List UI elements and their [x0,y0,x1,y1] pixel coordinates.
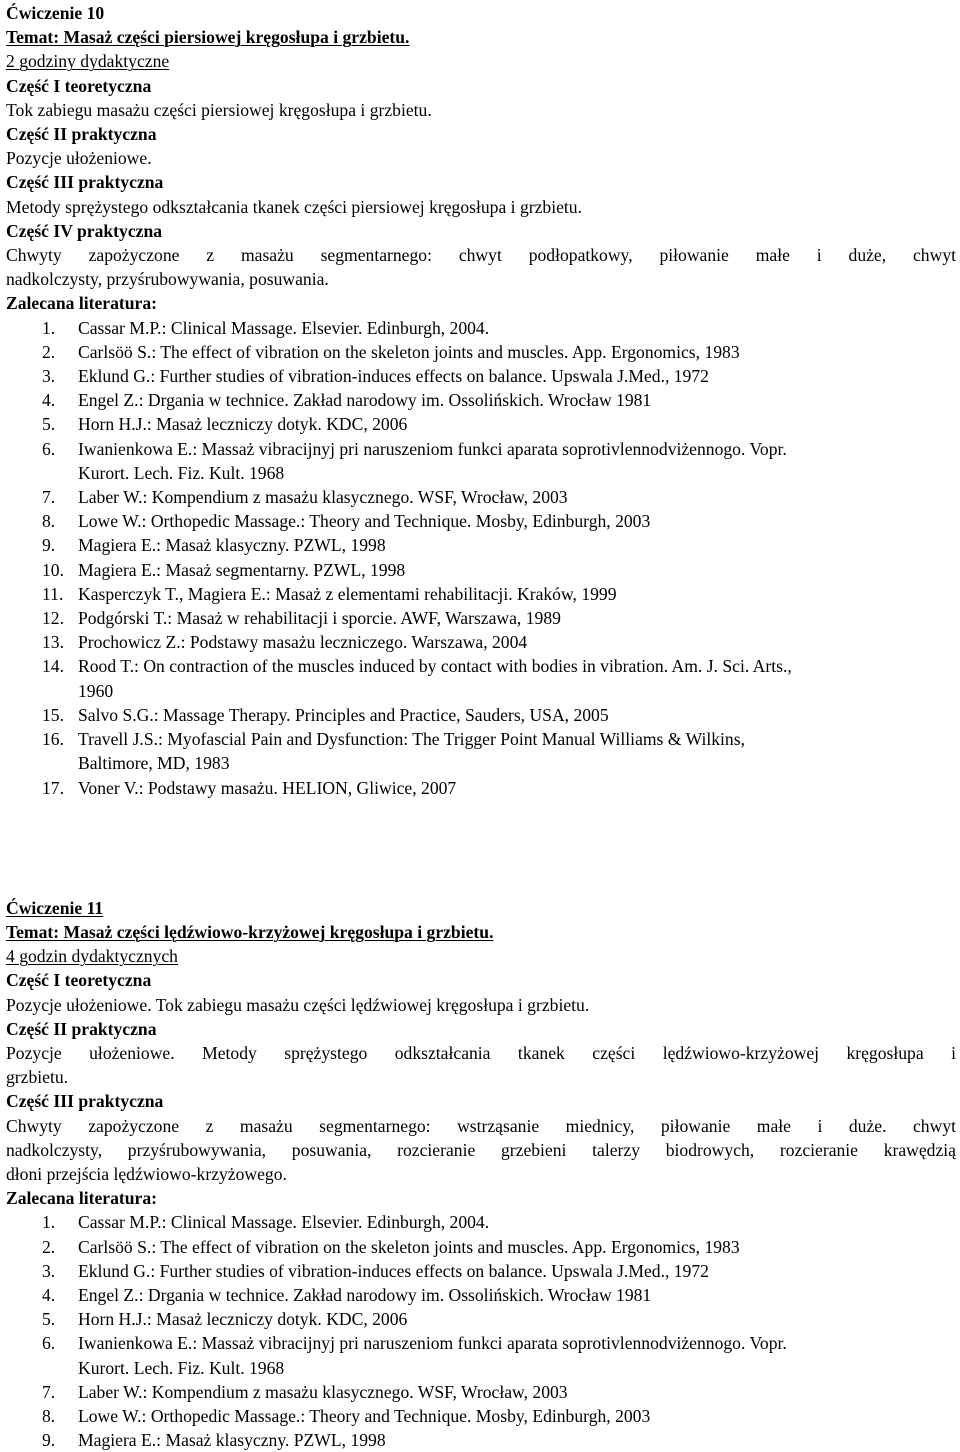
exercise-11-part3-text-line1: Chwyty zapożyczone z masażu segmentarnego: wstrząsanie miednicy, piłowanie małe i duże. chwyt [6,1115,956,1136]
section-spacer [6,800,956,896]
literature-item-number: 11. [42,583,64,604]
exercise-11-section [6,896,956,1452]
literature-item [6,1380,956,1404]
exercise-11-literature-title: Zalecana literatura: [6,1188,157,1209]
literature-item-text-continuation: Baltimore, MD, 1983 [78,753,230,774]
literature-item-text: Laber W.: Kompendium z masażu klasycznego. WSF, Wrocław, 2003 [78,1381,568,1402]
literature-item-number: 6. [42,1333,56,1354]
literature-item-text: Lowe W.: Orthopedic Massage.: Theory and Technique. Mosby, Edinburgh, 2003 [78,511,651,532]
literature-item [6,1307,956,1331]
literature-item-number: 7. [42,487,56,508]
exercise-11-heading: Ćwiczenie 11 [6,897,104,918]
literature-item [6,1210,956,1234]
literature-item-text: Carlsöö S.: The effect of vibration on the skeleton joints and muscles. App. Ergonomics, 1983 [78,341,740,362]
literature-item-number: 3. [42,1260,56,1281]
exercise-10-heading: Ćwiczenie 10 [6,3,105,23]
literature-item-text: Podgórski T.: Masaż w rehabilitacji i sporcie. AWF, Warszawa, 1989 [78,608,561,629]
literature-item [6,1259,956,1283]
exercise-10-literature-list [6,316,956,800]
literature-item-number: 7. [42,1381,56,1402]
exercise-11-part3-text-line3: dłoni przejścia lędźwiowo-krzyżowego. [6,1163,287,1184]
literature-item [6,485,956,509]
literature-item-text: Eklund G.: Further studies of vibration-induces effects on balance. Upswala J.Med., 1972 [78,366,709,387]
exercise-10-part4-text-line1: Chwyty zapożyczone z masażu segmentarnego: chwyt podłopatkowy, piłowanie małe i duże, chwyt [6,245,956,266]
exercise-11-part1-title: Część I teoretyczna [6,970,152,991]
literature-item-text: Voner V.: Podstawy masażu. HELION, Gliwice, 2007 [78,777,457,798]
exercise-10-topic: Temat: Masaż części piersiowej kręgosłupa i grzbietu. [6,27,410,48]
exercise-11-part3-title: Część III praktyczna [6,1091,164,1112]
literature-item-text: Laber W.: Kompendium z masażu klasycznego. WSF, Wrocław, 2003 [78,487,568,508]
literature-item-number: 12. [42,608,64,629]
document-page [6,1,956,1452]
literature-item [6,364,956,388]
literature-item-number: 4. [42,1284,56,1305]
literature-item-number: 8. [42,511,56,532]
exercise-11-part2-title: Część II praktyczna [6,1018,157,1039]
literature-item [6,509,956,533]
literature-item [6,630,956,654]
literature-item [6,703,956,727]
exercise-10-part3-title: Część III praktyczna [6,172,164,193]
literature-item-text: Engel Z.: Drgania w technice. Zakład narodowy im. Ossolińskich. Wrocław 1981 [78,390,652,411]
literature-item [6,1283,956,1307]
exercise-11-literature-list [6,1210,956,1452]
literature-item [6,316,956,340]
exercise-10-part1-text: Tok zabiegu masażu części piersiowej kręgosłupa i grzbietu. [6,99,432,120]
literature-item-text: Magiera E.: Masaż klasyczny. PZWL, 1998 [78,1430,386,1451]
literature-item [6,1404,956,1428]
exercise-11-hours: 4 godzin dydaktycznych [6,946,178,967]
literature-item-number: 2. [42,341,56,362]
literature-item [6,606,956,630]
literature-item-text: Horn H.J.: Masaż leczniczy dotyk. KDC, 2006 [78,414,408,435]
literature-item-number: 16. [42,729,64,750]
exercise-10-part3-text: Metody sprężystego odkształcania tkanek części piersiowej kręgosłupa i grzbietu. [6,196,582,217]
literature-item-text: Rood T.: On contraction of the muscles induced by contact with bodies in vibration. Am. J. Sci. Arts., [78,656,792,677]
literature-item [6,654,956,702]
literature-item [6,412,956,436]
literature-item-number: 9. [42,1430,56,1451]
literature-item-text-continuation: Kurort. Lech. Fiz. Kult. 1968 [78,462,285,483]
literature-item [6,340,956,364]
literature-item-text: Cassar M.P.: Clinical Massage. Elsevier. Edinburgh, 2004. [78,1212,490,1233]
exercise-10-section [6,1,956,800]
exercise-10-literature-title: Zalecana literatura: [6,293,157,314]
literature-item-number: 1. [42,1212,56,1233]
literature-item-text: Magiera E.: Masaż segmentarny. PZWL, 1998 [78,559,406,580]
literature-item-text: Cassar M.P.: Clinical Massage. Elsevier. Edinburgh, 2004. [78,317,490,338]
literature-item [6,1331,956,1379]
exercise-11-part2-text-line2: grzbietu. [6,1067,69,1088]
literature-item-text: Engel Z.: Drgania w technice. Zakład narodowy im. Ossolińskich. Wrocław 1981 [78,1284,652,1305]
literature-item [6,1235,956,1259]
exercise-11-topic: Temat: Masaż części lędźwiowo-krzyżowej kręgosłupa i grzbietu. [6,921,494,942]
literature-item-number: 6. [42,438,56,459]
literature-item [6,533,956,557]
literature-item-number: 15. [42,704,64,725]
literature-item-text: Carlsöö S.: The effect of vibration on the skeleton joints and muscles. App. Ergonomics, 1983 [78,1236,740,1257]
literature-item-text-continuation: Kurort. Lech. Fiz. Kult. 1968 [78,1357,285,1378]
exercise-10-part2-text: Pozycje ułożeniowe. [6,148,152,169]
literature-item [6,558,956,582]
literature-item [6,437,956,485]
literature-item-text: Lowe W.: Orthopedic Massage.: Theory and Technique. Mosby, Edinburgh, 2003 [78,1405,651,1426]
exercise-10-part4-title: Część IV praktyczna [6,220,163,241]
exercise-10-part4-text-line2: nadkolczysty, przyśrubowywania, posuwania. [6,269,329,290]
literature-item-number: 13. [42,632,64,653]
literature-item [6,388,956,412]
literature-item [6,582,956,606]
literature-item-number: 4. [42,390,56,411]
literature-item-number: 2. [42,1236,56,1257]
exercise-11-part1-text: Pozycje ułożeniowe. Tok zabiegu masażu części lędźwiowej kręgosłupa i grzbietu. [6,994,590,1015]
exercise-10-hours: 2 godziny dydaktyczne [6,51,170,72]
literature-item [6,776,956,800]
literature-item-text: Eklund G.: Further studies of vibration-induces effects on balance. Upswala J.Med., 1972 [78,1260,709,1281]
literature-item-number: 5. [42,414,56,435]
literature-item-number: 14. [42,656,64,677]
literature-item-number: 3. [42,366,56,387]
exercise-10-part1-title: Część I teoretyczna [6,75,152,96]
literature-item-text: Magiera E.: Masaż klasyczny. PZWL, 1998 [78,535,386,556]
literature-item-text: Iwanienkowa E.: Massaż vibracijnyj pri naruszeniom funkci aparata soprotivlennodviżennogo. Vopr. [78,438,787,459]
literature-item-text: Kasperczyk T., Magiera E.: Masaż z elementami rehabilitacji. Kraków, 1999 [78,583,617,604]
literature-item-text-continuation: 1960 [78,680,114,701]
literature-item-text: Iwanienkowa E.: Massaż vibracijnyj pri naruszeniom funkci aparata soprotivlennodviżennogo. Vopr. [78,1333,787,1354]
exercise-11-part3-text-line2: nadkolczysty, przyśrubowywania, posuwania, rozcieranie grzebieni talerzy biodrowych, rozcieranie krawędzią [6,1139,956,1160]
literature-item-text: Travell J.S.: Myofascial Pain and Dysfunction: The Trigger Point Manual Williams & Wilkins, [78,729,745,750]
exercise-10-part2-title: Część II praktyczna [6,124,157,145]
literature-item [6,727,956,775]
exercise-11-part2-text-line1: Pozycje ułożeniowe. Metody sprężystego odkształcania tkanek części lędźwiowo-krzyżowej kręgosłupa i [6,1042,956,1063]
literature-item-number: 8. [42,1405,56,1426]
literature-item-text: Horn H.J.: Masaż leczniczy dotyk. KDC, 2006 [78,1309,408,1330]
literature-item [6,1428,956,1452]
literature-item-number: 10. [42,559,64,580]
literature-item-text: Prochowicz Z.: Podstawy masażu leczniczego. Warszawa, 2004 [78,632,528,653]
literature-item-number: 17. [42,777,64,798]
literature-item-number: 1. [42,317,56,338]
literature-item-number: 5. [42,1309,56,1330]
literature-item-text: Salvo S.G.: Massage Therapy. Principles and Practice, Sauders, USA, 2005 [78,704,609,725]
literature-item-number: 9. [42,535,56,556]
